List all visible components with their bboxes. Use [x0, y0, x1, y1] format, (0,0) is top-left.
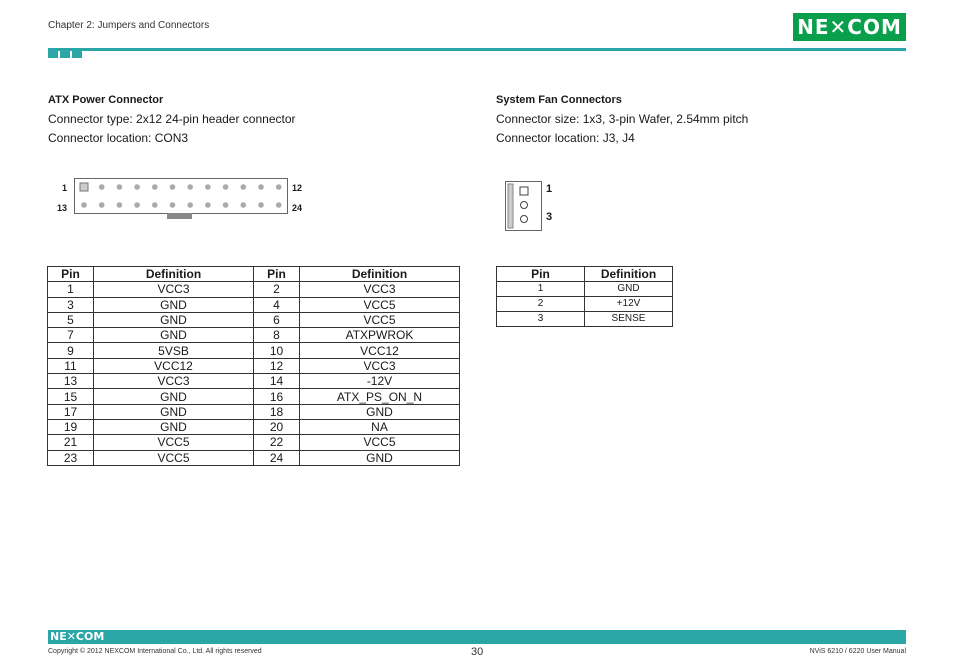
table-row — [48, 404, 460, 419]
table-row — [497, 282, 673, 297]
header-square — [72, 50, 82, 58]
table-cell: VCC5 — [94, 435, 254, 450]
manual-title: NViS 6210 / 6220 User Manual — [809, 648, 906, 655]
table-cell: 16 — [254, 389, 300, 404]
table-cell: 5 — [48, 312, 94, 327]
pin-dot — [258, 184, 264, 190]
pin-dot — [205, 202, 211, 208]
pin-dot — [117, 184, 123, 190]
chapter-title: Chapter 2: Jumpers and Connectors — [48, 20, 210, 31]
table-header: Definition — [300, 267, 460, 282]
pin-dot — [205, 184, 211, 190]
table-cell: GND — [300, 404, 460, 419]
table-cell: VCC12 — [94, 358, 254, 373]
pin-dot — [152, 202, 158, 208]
pin-dot — [241, 202, 247, 208]
table-cell: 20 — [254, 419, 300, 434]
table-cell: 1 — [48, 282, 94, 297]
table-cell: +12V — [585, 297, 673, 312]
pin-dot — [117, 202, 123, 208]
page-number: 30 — [471, 646, 484, 658]
atx-pin-label-1: 1 — [62, 183, 68, 193]
table-cell: GND — [94, 297, 254, 312]
table-cell: VCC5 — [300, 297, 460, 312]
atx-pin-label-24: 24 — [292, 203, 303, 213]
table-row — [48, 419, 460, 434]
table-cell: 24 — [254, 450, 300, 465]
pin-dot — [99, 184, 105, 190]
atx-pin-label-12: 12 — [292, 183, 303, 193]
table-cell: 1 — [497, 282, 585, 297]
fan-connector-location: Connector location: J3, J4 — [496, 131, 635, 145]
table-cell: GND — [585, 282, 673, 297]
table-header: Pin — [254, 267, 300, 282]
table-row — [48, 312, 460, 327]
table-row — [48, 297, 460, 312]
pin-dot — [223, 184, 229, 190]
table-cell: GND — [94, 419, 254, 434]
atx-connector-diagram — [74, 178, 288, 222]
table-cell: GND — [94, 404, 254, 419]
table-row — [48, 450, 460, 465]
atx-connector-location: Connector location: CON3 — [48, 131, 189, 145]
table-cell: 11 — [48, 358, 94, 373]
table-cell: 8 — [254, 328, 300, 343]
table-cell: GND — [300, 450, 460, 465]
pin-dot — [170, 184, 176, 190]
table-cell: NA — [300, 419, 460, 434]
table-cell: VCC5 — [300, 435, 460, 450]
fan-connector-size: Connector size: 1x3, 3-pin Wafer, 2.54mm pitch — [496, 112, 749, 126]
table-row — [48, 374, 460, 389]
table-cell: 9 — [48, 343, 94, 358]
table-cell: VCC3 — [300, 358, 460, 373]
table-cell: ATXPWROK — [300, 328, 460, 343]
table-row — [48, 435, 460, 450]
table-row — [48, 389, 460, 404]
table-row — [48, 328, 460, 343]
table-cell: 23 — [48, 450, 94, 465]
table-cell: GND — [94, 328, 254, 343]
table-header: Pin — [48, 267, 94, 282]
footer-bar — [48, 630, 906, 644]
table-cell: 14 — [254, 374, 300, 389]
pin-dot — [223, 202, 229, 208]
table-cell: VCC5 — [300, 312, 460, 327]
pin-dot — [152, 184, 158, 190]
pin-dot — [258, 202, 264, 208]
table-cell: VCC3 — [94, 374, 254, 389]
fan-section-title: System Fan Connectors — [496, 94, 622, 106]
footer-logo: NE✕COM — [50, 630, 105, 643]
fan-connector-diagram — [505, 181, 545, 231]
table-cell: 6 — [254, 312, 300, 327]
pin-dot — [241, 184, 247, 190]
atx-connector-type: Connector type: 2x12 24-pin header connector — [48, 112, 296, 126]
header-square — [48, 50, 58, 58]
table-cell: 2 — [254, 282, 300, 297]
table-cell: 17 — [48, 404, 94, 419]
table-cell: 7 — [48, 328, 94, 343]
table-header: Pin — [497, 267, 585, 282]
table-header: Definition — [585, 267, 673, 282]
table-header: Definition — [94, 267, 254, 282]
table-cell: 10 — [254, 343, 300, 358]
table-cell: VCC3 — [300, 282, 460, 297]
pin-dot — [99, 202, 105, 208]
pin-dot — [187, 202, 193, 208]
header-square — [60, 50, 70, 58]
table-cell: 21 — [48, 435, 94, 450]
copyright: Copyright © 2012 NEXCOM International Co., Ltd. All rights reserved — [48, 648, 262, 655]
table-cell: 5VSB — [94, 343, 254, 358]
table-cell: 15 — [48, 389, 94, 404]
table-cell: 4 — [254, 297, 300, 312]
table-row — [497, 297, 673, 312]
table-cell: VCC5 — [94, 450, 254, 465]
fan-pin-label-3: 3 — [546, 211, 553, 223]
table-cell: -12V — [300, 374, 460, 389]
pin-dot — [81, 202, 87, 208]
table-row — [48, 358, 460, 373]
atx-pin-label-13: 13 — [57, 203, 68, 213]
table-cell: 3 — [497, 312, 585, 327]
pin-dot — [170, 202, 176, 208]
table-cell: 18 — [254, 404, 300, 419]
table-row — [497, 312, 673, 327]
pin-dot — [276, 184, 282, 190]
table-row — [48, 343, 460, 358]
table-cell: 12 — [254, 358, 300, 373]
atx-section-title: ATX Power Connector — [48, 94, 164, 106]
table-cell: 2 — [497, 297, 585, 312]
table-cell: 19 — [48, 419, 94, 434]
table-cell: GND — [94, 312, 254, 327]
header-divider — [48, 48, 906, 51]
fan-pin-label-1: 1 — [546, 183, 553, 195]
nexcom-logo: NE✕COM — [793, 13, 906, 41]
table-cell: 3 — [48, 297, 94, 312]
pin-dot — [134, 184, 140, 190]
table-cell: SENSE — [585, 312, 673, 327]
pin-dot — [276, 202, 282, 208]
table-cell: GND — [94, 389, 254, 404]
pin-dot — [187, 184, 193, 190]
fan-pin-table — [496, 266, 673, 327]
table-cell: 22 — [254, 435, 300, 450]
table-cell: 13 — [48, 374, 94, 389]
table-cell: ATX_PS_ON_N — [300, 389, 460, 404]
atx-pin-table — [47, 266, 460, 466]
table-cell: VCC12 — [300, 343, 460, 358]
pin-dot — [134, 202, 140, 208]
table-row — [48, 282, 460, 297]
table-cell: VCC3 — [94, 282, 254, 297]
